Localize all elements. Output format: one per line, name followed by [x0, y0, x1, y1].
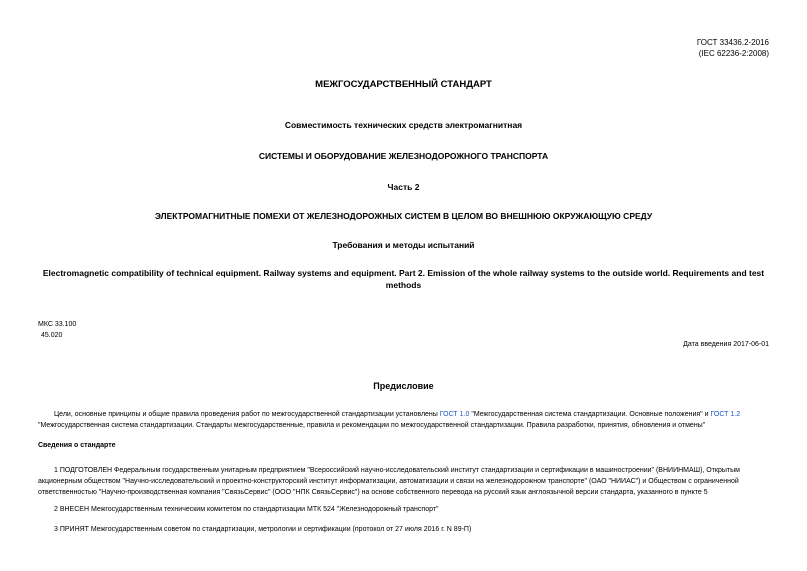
- english-title: Electromagnetic compatibility of technical equipment. Railway systems and equipment. Part 2. Emission of the whole railway systems to the outside world. Requirements and test methods: [42, 268, 765, 290]
- standard-type-heading: МЕЖГОСУДАРСТВЕННЫЙ СТАНДАРТ: [315, 79, 492, 90]
- title-line-4: Требования и методы испытаний: [332, 240, 475, 250]
- title-line-3: ЭЛЕКТРОМАГНИТНЫЕ ПОМЕХИ ОТ ЖЕЛЕЗНОДОРОЖНЫХ СИСТЕМ В ЦЕЛОМ ВО ВНЕШНЮЮ ОКРУЖАЮЩУЮ СРЕДУ: [154, 211, 653, 221]
- preface-paragraph-1: [38, 409, 769, 431]
- standard-info-item-1: 1 ПОДГОТОВЛЕН Федеральным государственным унитарным предприятием "Всероссийский научно-исследовательский институт стандартизации и сертификации в машиностроении" (ВНИИНМАШ), Открытым акционерным обществом "Научно-исследовательский и проектно-конструкторский институт информатизации, автоматизации и связи на железнодорожном транспорте" (ОАО "НИИАС") и Обществом с ограниченной ответственностью "Научно-производственная компания "СвязьСервис" (ООО "НПК СвязьСервис") на основе собственного перевода на русский язык англоязычной версии стандарта, указанного в пункте 5: [38, 467, 740, 496]
- iec-reference: (IEC 62236-2:2008): [698, 49, 769, 58]
- standard-info-heading: Сведения о стандарте: [38, 442, 116, 449]
- mks-code-2: 45.020: [41, 332, 63, 339]
- standard-designation: [697, 37, 769, 59]
- part-heading: Часть 2: [387, 182, 420, 192]
- standard-info-item-2: 2 ВНЕСЕН Межгосударственным техническим комитетом по стандартизации МТК 524 "Железнодорожный транспорт": [54, 506, 439, 513]
- gost-1-2-link[interactable]: ГОСТ 1.2: [710, 411, 741, 418]
- gost-1-0-link[interactable]: ГОСТ 1.0: [439, 411, 470, 418]
- title-line-1: Совместимость технических средств электромагнитная: [284, 120, 523, 130]
- preface-p1-text-3: "Межгосударственная система стандартизации. Стандарты межгосударственные, правила и рекомендации по межгосударственной стандартизации. Правила разработки, принятия, обновления и отмены": [38, 422, 706, 429]
- mks-classification: [38, 319, 76, 341]
- preface-heading: Предисловие: [373, 381, 434, 391]
- title-line-2: СИСТЕМЫ И ОБОРУДОВАНИЕ ЖЕЛЕЗНОДОРОЖНОГО ТРАНСПОРТА: [258, 151, 549, 161]
- introduction-date: Дата введения 2017-06-01: [683, 341, 769, 348]
- standard-number: ГОСТ 33436.2-2016: [696, 38, 769, 47]
- mks-code-1: МКС 33.100: [38, 321, 77, 328]
- preface-p1-text-2: "Межгосударственная система стандартизации. Основные положения" и: [469, 411, 711, 418]
- preface-p1-text-1: Цели, основные принципы и общие правила проведения работ по межгосударственной стандартизации установлены: [54, 411, 440, 418]
- standard-info-item-3: 3 ПРИНЯТ Межгосударственным советом по стандартизации, метрологии и сертификации (протокол от 27 июля 2016 г. N 89-П): [54, 526, 472, 533]
